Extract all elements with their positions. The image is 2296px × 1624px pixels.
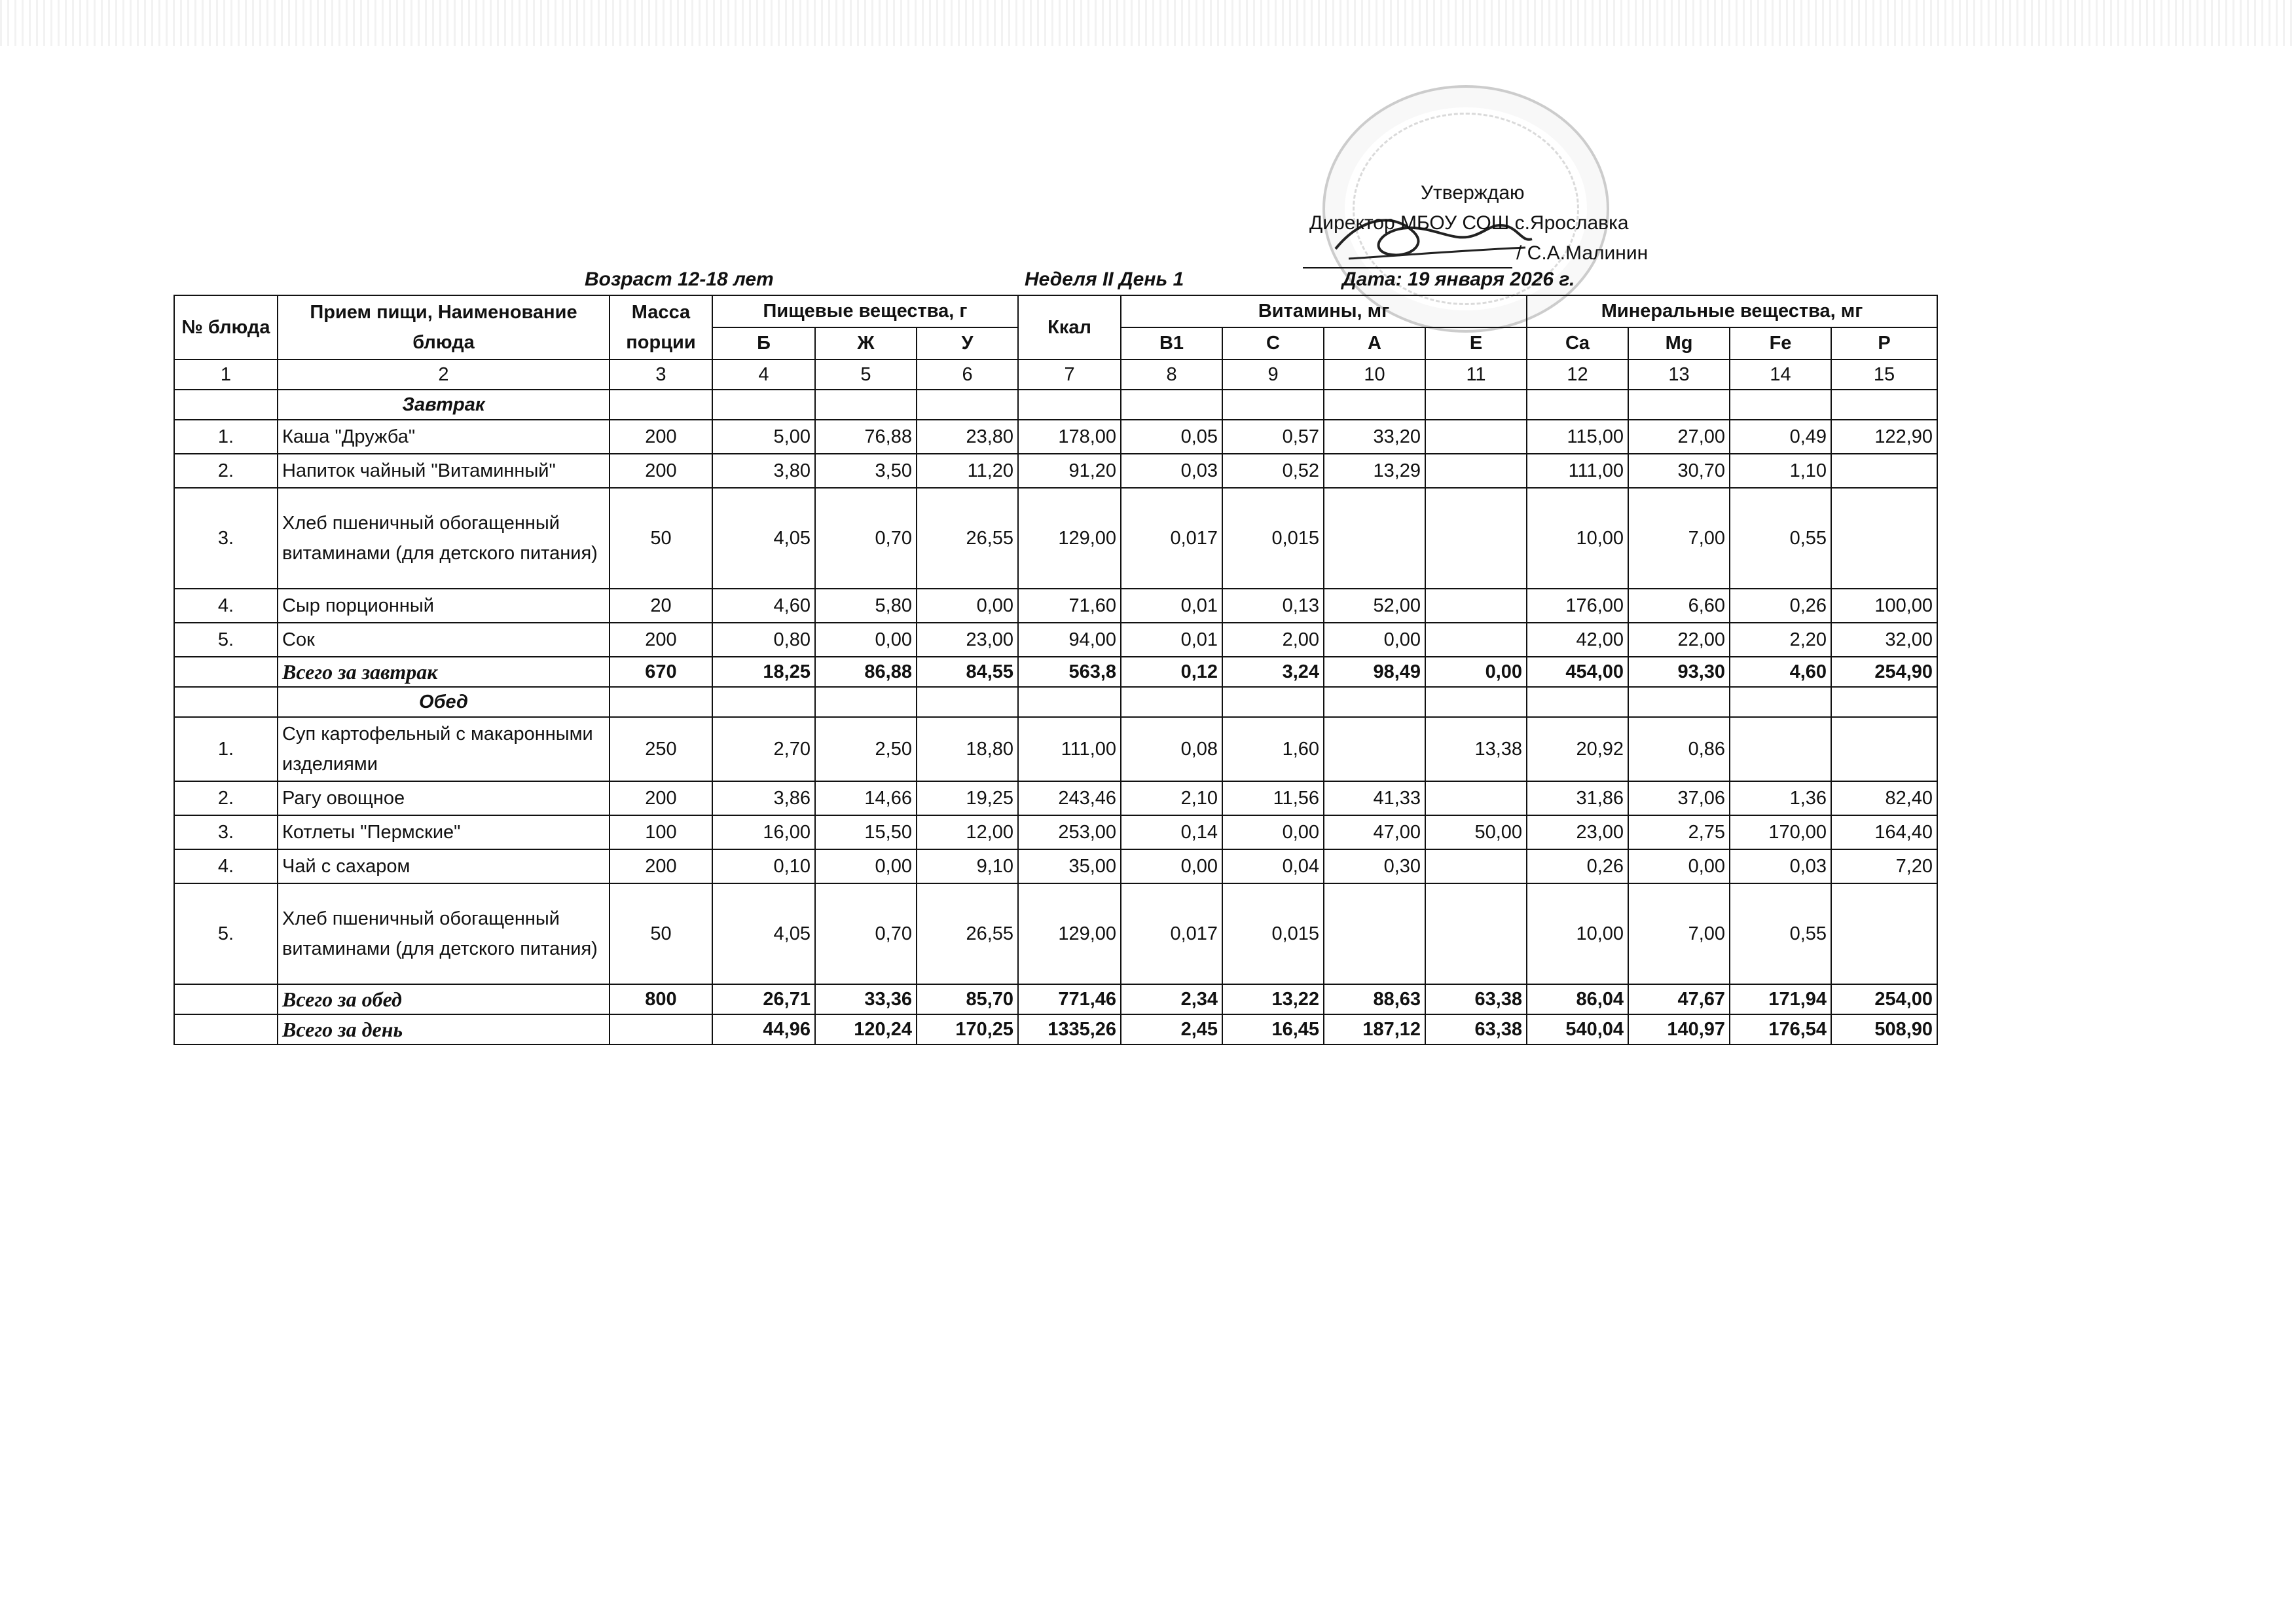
empty-cell — [815, 687, 917, 717]
value-cell: 0,03 — [1730, 849, 1831, 883]
dish-name: Чай с сахаром — [278, 849, 610, 883]
value-cell: 0,86 — [1628, 717, 1730, 781]
dish-number: 2. — [174, 781, 278, 815]
value-cell: 254,90 — [1831, 657, 1937, 687]
portion-mass: 20 — [610, 589, 712, 623]
value-cell: 94,00 — [1018, 623, 1121, 657]
empty-cell — [1018, 687, 1121, 717]
value-cell: 0,55 — [1730, 488, 1831, 589]
table-row — [174, 883, 1937, 984]
header-mass: Масса порции — [610, 295, 712, 360]
value-cell: 1,10 — [1730, 454, 1831, 488]
portion-mass: 100 — [610, 815, 712, 849]
dish-number: 3. — [174, 488, 278, 589]
value-cell: 3,24 — [1222, 657, 1324, 687]
value-cell: 0,00 — [1324, 623, 1425, 657]
portion-mass: 670 — [610, 657, 712, 687]
value-cell: 86,88 — [815, 657, 917, 687]
section-title: Завтрак — [278, 390, 610, 420]
value-cell: 31,86 — [1527, 781, 1628, 815]
scan-artifact — [0, 0, 2296, 46]
dish-name: Каша "Дружба" — [278, 420, 610, 454]
age-group: Возраст 12-18 лет — [585, 268, 774, 290]
value-cell: 26,55 — [917, 488, 1018, 589]
value-cell: 3,86 — [712, 781, 815, 815]
total-label: Всего за завтрак — [278, 657, 610, 687]
value-cell: 5,80 — [815, 589, 917, 623]
dish-number — [174, 1014, 278, 1044]
value-cell: 33,36 — [815, 984, 917, 1014]
value-cell — [1425, 589, 1527, 623]
value-cell: 0,00 — [1425, 657, 1527, 687]
value-cell: 0,10 — [712, 849, 815, 883]
column-number-row — [174, 360, 1937, 390]
value-cell: 0,017 — [1121, 883, 1222, 984]
value-cell: 0,14 — [1121, 815, 1222, 849]
value-cell: 22,00 — [1628, 623, 1730, 657]
value-cell: 18,25 — [712, 657, 815, 687]
value-cell: 26,71 — [712, 984, 815, 1014]
value-cell — [1324, 883, 1425, 984]
table-row — [174, 781, 1937, 815]
value-cell: 0,80 — [712, 623, 815, 657]
value-cell: 120,24 — [815, 1014, 917, 1044]
empty-cell — [1831, 390, 1937, 420]
value-cell: 0,015 — [1222, 883, 1324, 984]
dish-number: 5. — [174, 623, 278, 657]
table-row — [174, 454, 1937, 488]
value-cell: 2,75 — [1628, 815, 1730, 849]
header-minerals: Минеральные вещества, мг — [1527, 295, 1937, 327]
value-cell: 0,52 — [1222, 454, 1324, 488]
value-cell — [1425, 849, 1527, 883]
value-cell: 7,20 — [1831, 849, 1937, 883]
empty-cell — [1425, 390, 1527, 420]
header-c: С — [1222, 327, 1324, 360]
dish-name: Хлеб пшеничный обогащенный витаминами (для детского питания) — [278, 883, 610, 984]
value-cell: 11,20 — [917, 454, 1018, 488]
value-cell — [1425, 454, 1527, 488]
value-cell: 0,26 — [1730, 589, 1831, 623]
column-number: 6 — [917, 360, 1018, 390]
value-cell: 27,00 — [1628, 420, 1730, 454]
column-number: 10 — [1324, 360, 1425, 390]
empty-cell — [1730, 390, 1831, 420]
value-cell: 88,63 — [1324, 984, 1425, 1014]
table-row — [174, 849, 1937, 883]
value-cell — [1730, 717, 1831, 781]
value-cell: 9,10 — [917, 849, 1018, 883]
value-cell: 508,90 — [1831, 1014, 1937, 1044]
value-cell: 0,03 — [1121, 454, 1222, 488]
portion-mass: 250 — [610, 717, 712, 781]
portion-mass — [610, 1014, 712, 1044]
value-cell: 0,015 — [1222, 488, 1324, 589]
value-cell — [1425, 883, 1527, 984]
section-total-row — [174, 984, 1937, 1014]
empty-cell — [1324, 390, 1425, 420]
value-cell: 3,50 — [815, 454, 917, 488]
column-number: 7 — [1018, 360, 1121, 390]
value-cell: 23,00 — [917, 623, 1018, 657]
dish-number — [174, 657, 278, 687]
dish-number — [174, 984, 278, 1014]
header-e: Е — [1425, 327, 1527, 360]
value-cell: 23,80 — [917, 420, 1018, 454]
value-cell: 0,49 — [1730, 420, 1831, 454]
column-number: 3 — [610, 360, 712, 390]
value-cell: 0,57 — [1222, 420, 1324, 454]
value-cell: 93,30 — [1628, 657, 1730, 687]
empty-cell — [1324, 687, 1425, 717]
total-label: Всего за обед — [278, 984, 610, 1014]
portion-mass: 200 — [610, 781, 712, 815]
value-cell: 563,8 — [1018, 657, 1121, 687]
value-cell: 0,01 — [1121, 623, 1222, 657]
header-vitamins: Витамины, мг — [1121, 295, 1527, 327]
value-cell: 164,40 — [1831, 815, 1937, 849]
value-cell: 129,00 — [1018, 488, 1121, 589]
value-cell: 37,06 — [1628, 781, 1730, 815]
value-cell: 0,00 — [917, 589, 1018, 623]
dish-name: Суп картофельный с макаронными изделиями — [278, 717, 610, 781]
value-cell: 4,60 — [1730, 657, 1831, 687]
column-number: 9 — [1222, 360, 1324, 390]
portion-mass: 200 — [610, 849, 712, 883]
value-cell: 176,54 — [1730, 1014, 1831, 1044]
empty-cell — [917, 390, 1018, 420]
value-cell: 7,00 — [1628, 488, 1730, 589]
value-cell: 0,12 — [1121, 657, 1222, 687]
value-cell: 100,00 — [1831, 589, 1937, 623]
empty-cell — [1018, 390, 1121, 420]
dish-name: Рагу овощное — [278, 781, 610, 815]
dish-number: 3. — [174, 815, 278, 849]
value-cell: 0,01 — [1121, 589, 1222, 623]
header-dish-no: № блюда — [174, 295, 278, 360]
column-number: 11 — [1425, 360, 1527, 390]
value-cell: 129,00 — [1018, 883, 1121, 984]
dish-number: 4. — [174, 589, 278, 623]
value-cell: 32,00 — [1831, 623, 1937, 657]
value-cell: 0,55 — [1730, 883, 1831, 984]
table-row — [174, 589, 1937, 623]
value-cell: 0,00 — [815, 849, 917, 883]
value-cell: 2,34 — [1121, 984, 1222, 1014]
section-row — [174, 390, 1937, 420]
value-cell: 2,00 — [1222, 623, 1324, 657]
table-row — [174, 815, 1937, 849]
value-cell: 12,00 — [917, 815, 1018, 849]
header-fat: Ж — [815, 327, 917, 360]
value-cell — [1324, 717, 1425, 781]
value-cell: 0,00 — [1121, 849, 1222, 883]
empty-cell — [174, 687, 278, 717]
value-cell: 0,26 — [1527, 849, 1628, 883]
value-cell: 111,00 — [1527, 454, 1628, 488]
menu-body — [174, 390, 1937, 1044]
value-cell: 44,96 — [712, 1014, 815, 1044]
value-cell: 254,00 — [1831, 984, 1937, 1014]
empty-cell — [815, 390, 917, 420]
header-mg: Mg — [1628, 327, 1730, 360]
value-cell: 0,13 — [1222, 589, 1324, 623]
value-cell: 16,45 — [1222, 1014, 1324, 1044]
menu-table — [173, 295, 1938, 1045]
header-a: А — [1324, 327, 1425, 360]
empty-cell — [610, 390, 712, 420]
column-number: 1 — [174, 360, 278, 390]
dish-name: Напиток чайный "Витаминный" — [278, 454, 610, 488]
empty-cell — [712, 390, 815, 420]
column-number: 5 — [815, 360, 917, 390]
value-cell: 111,00 — [1018, 717, 1121, 781]
value-cell: 35,00 — [1018, 849, 1121, 883]
header-meal: Прием пищи, Наименование блюда — [278, 295, 610, 360]
value-cell: 140,97 — [1628, 1014, 1730, 1044]
value-cell: 4,05 — [712, 488, 815, 589]
dish-number: 1. — [174, 420, 278, 454]
portion-mass: 200 — [610, 623, 712, 657]
value-cell: 771,46 — [1018, 984, 1121, 1014]
value-cell: 47,67 — [1628, 984, 1730, 1014]
approval-signature-line — [1303, 238, 1696, 268]
column-number: 4 — [712, 360, 815, 390]
value-cell: 0,30 — [1324, 849, 1425, 883]
value-cell: 2,10 — [1121, 781, 1222, 815]
value-cell: 41,33 — [1324, 781, 1425, 815]
value-cell: 52,00 — [1324, 589, 1425, 623]
dish-number: 5. — [174, 883, 278, 984]
column-number: 15 — [1831, 360, 1937, 390]
value-cell: 178,00 — [1018, 420, 1121, 454]
value-cell: 63,38 — [1425, 1014, 1527, 1044]
value-cell: 122,90 — [1831, 420, 1937, 454]
empty-cell — [174, 390, 278, 420]
portion-mass: 50 — [610, 488, 712, 589]
approval-name: / С.А.Малинин — [1516, 242, 1649, 264]
header-p: P — [1831, 327, 1937, 360]
value-cell: 243,46 — [1018, 781, 1121, 815]
value-cell: 5,00 — [712, 420, 815, 454]
value-cell: 20,92 — [1527, 717, 1628, 781]
portion-mass: 800 — [610, 984, 712, 1014]
value-cell — [1425, 420, 1527, 454]
value-cell: 13,22 — [1222, 984, 1324, 1014]
column-number: 2 — [278, 360, 610, 390]
value-cell: 30,70 — [1628, 454, 1730, 488]
value-cell — [1831, 488, 1937, 589]
value-cell: 3,80 — [712, 454, 815, 488]
header-kcal: Ккал — [1018, 295, 1121, 360]
value-cell: 0,70 — [815, 883, 917, 984]
value-cell — [1831, 883, 1937, 984]
approval-title: Утверждаю — [1421, 182, 1525, 204]
value-cell: 0,70 — [815, 488, 917, 589]
portion-mass: 50 — [610, 883, 712, 984]
header-protein: Б — [712, 327, 815, 360]
value-cell — [1831, 717, 1937, 781]
empty-cell — [1121, 390, 1222, 420]
empty-cell — [1222, 390, 1324, 420]
value-cell: 15,50 — [815, 815, 917, 849]
table-row — [174, 488, 1937, 589]
day-total-row — [174, 1014, 1937, 1044]
value-cell: 76,88 — [815, 420, 917, 454]
value-cell: 6,60 — [1628, 589, 1730, 623]
empty-cell — [1628, 390, 1730, 420]
value-cell: 42,00 — [1527, 623, 1628, 657]
empty-cell — [1730, 687, 1831, 717]
value-cell: 13,29 — [1324, 454, 1425, 488]
table-row — [174, 717, 1937, 781]
portion-mass: 200 — [610, 420, 712, 454]
value-cell: 0,00 — [1222, 815, 1324, 849]
value-cell: 253,00 — [1018, 815, 1121, 849]
value-cell: 71,60 — [1018, 589, 1121, 623]
value-cell: 18,80 — [917, 717, 1018, 781]
approval-block — [1303, 178, 1696, 268]
empty-cell — [712, 687, 815, 717]
value-cell: 10,00 — [1527, 883, 1628, 984]
value-cell: 170,25 — [917, 1014, 1018, 1044]
value-cell: 84,55 — [917, 657, 1018, 687]
value-cell: 82,40 — [1831, 781, 1937, 815]
empty-cell — [1527, 687, 1628, 717]
value-cell: 176,00 — [1527, 589, 1628, 623]
dish-name: Сок — [278, 623, 610, 657]
column-number: 14 — [1730, 360, 1831, 390]
value-cell: 540,04 — [1527, 1014, 1628, 1044]
empty-cell — [1527, 390, 1628, 420]
empty-cell — [1425, 687, 1527, 717]
value-cell — [1425, 781, 1527, 815]
table-row — [174, 623, 1937, 657]
value-cell: 23,00 — [1527, 815, 1628, 849]
value-cell: 47,00 — [1324, 815, 1425, 849]
header-carbs: У — [917, 327, 1018, 360]
value-cell: 4,60 — [712, 589, 815, 623]
value-cell: 1,36 — [1730, 781, 1831, 815]
value-cell: 85,70 — [917, 984, 1018, 1014]
value-cell: 2,50 — [815, 717, 917, 781]
table-row — [174, 420, 1937, 454]
header-b1: В1 — [1121, 327, 1222, 360]
dish-number: 2. — [174, 454, 278, 488]
menu-date: Дата: 19 января 2026 г. — [1342, 268, 1575, 290]
value-cell — [1831, 454, 1937, 488]
value-cell — [1425, 488, 1527, 589]
column-number: 13 — [1628, 360, 1730, 390]
value-cell — [1425, 623, 1527, 657]
value-cell: 86,04 — [1527, 984, 1628, 1014]
header-ca: Ca — [1527, 327, 1628, 360]
value-cell: 115,00 — [1527, 420, 1628, 454]
value-cell: 19,25 — [917, 781, 1018, 815]
value-cell: 0,00 — [1628, 849, 1730, 883]
value-cell: 2,20 — [1730, 623, 1831, 657]
value-cell: 171,94 — [1730, 984, 1831, 1014]
section-total-row — [174, 657, 1937, 687]
value-cell — [1324, 488, 1425, 589]
empty-cell — [610, 687, 712, 717]
value-cell: 91,20 — [1018, 454, 1121, 488]
value-cell: 2,70 — [712, 717, 815, 781]
value-cell: 187,12 — [1324, 1014, 1425, 1044]
value-cell: 10,00 — [1527, 488, 1628, 589]
dish-name: Котлеты "Пермские" — [278, 815, 610, 849]
value-cell: 2,45 — [1121, 1014, 1222, 1044]
value-cell: 7,00 — [1628, 883, 1730, 984]
value-cell: 14,66 — [815, 781, 917, 815]
value-cell: 0,05 — [1121, 420, 1222, 454]
header-nutrients: Пищевые вещества, г — [712, 295, 1018, 327]
signature-underline — [1303, 248, 1512, 268]
empty-cell — [917, 687, 1018, 717]
dish-number: 4. — [174, 849, 278, 883]
week-day: Неделя II День 1 — [1025, 268, 1184, 290]
value-cell: 11,56 — [1222, 781, 1324, 815]
section-title: Обед — [278, 687, 610, 717]
value-cell: 0,08 — [1121, 717, 1222, 781]
value-cell: 0,04 — [1222, 849, 1324, 883]
value-cell: 4,05 — [712, 883, 815, 984]
dish-name: Хлеб пшеничный обогащенный витаминами (для детского питания) — [278, 488, 610, 589]
empty-cell — [1628, 687, 1730, 717]
value-cell: 1,60 — [1222, 717, 1324, 781]
portion-mass: 200 — [610, 454, 712, 488]
section-row — [174, 687, 1937, 717]
empty-cell — [1831, 687, 1937, 717]
dish-number: 1. — [174, 717, 278, 781]
value-cell: 1335,26 — [1018, 1014, 1121, 1044]
value-cell: 50,00 — [1425, 815, 1527, 849]
value-cell: 98,49 — [1324, 657, 1425, 687]
value-cell: 63,38 — [1425, 984, 1527, 1014]
empty-cell — [1222, 687, 1324, 717]
empty-cell — [1121, 687, 1222, 717]
value-cell: 454,00 — [1527, 657, 1628, 687]
value-cell: 13,38 — [1425, 717, 1527, 781]
column-number: 12 — [1527, 360, 1628, 390]
value-cell: 33,20 — [1324, 420, 1425, 454]
value-cell: 170,00 — [1730, 815, 1831, 849]
value-cell: 26,55 — [917, 883, 1018, 984]
value-cell: 0,00 — [815, 623, 917, 657]
value-cell: 0,017 — [1121, 488, 1222, 589]
header-fe: Fe — [1730, 327, 1831, 360]
value-cell: 16,00 — [712, 815, 815, 849]
approval-director: Директор МБОУ СОШ с.Ярославка — [1309, 212, 1629, 234]
column-number: 8 — [1121, 360, 1222, 390]
total-label: Всего за день — [278, 1014, 610, 1044]
dish-name: Сыр порционный — [278, 589, 610, 623]
